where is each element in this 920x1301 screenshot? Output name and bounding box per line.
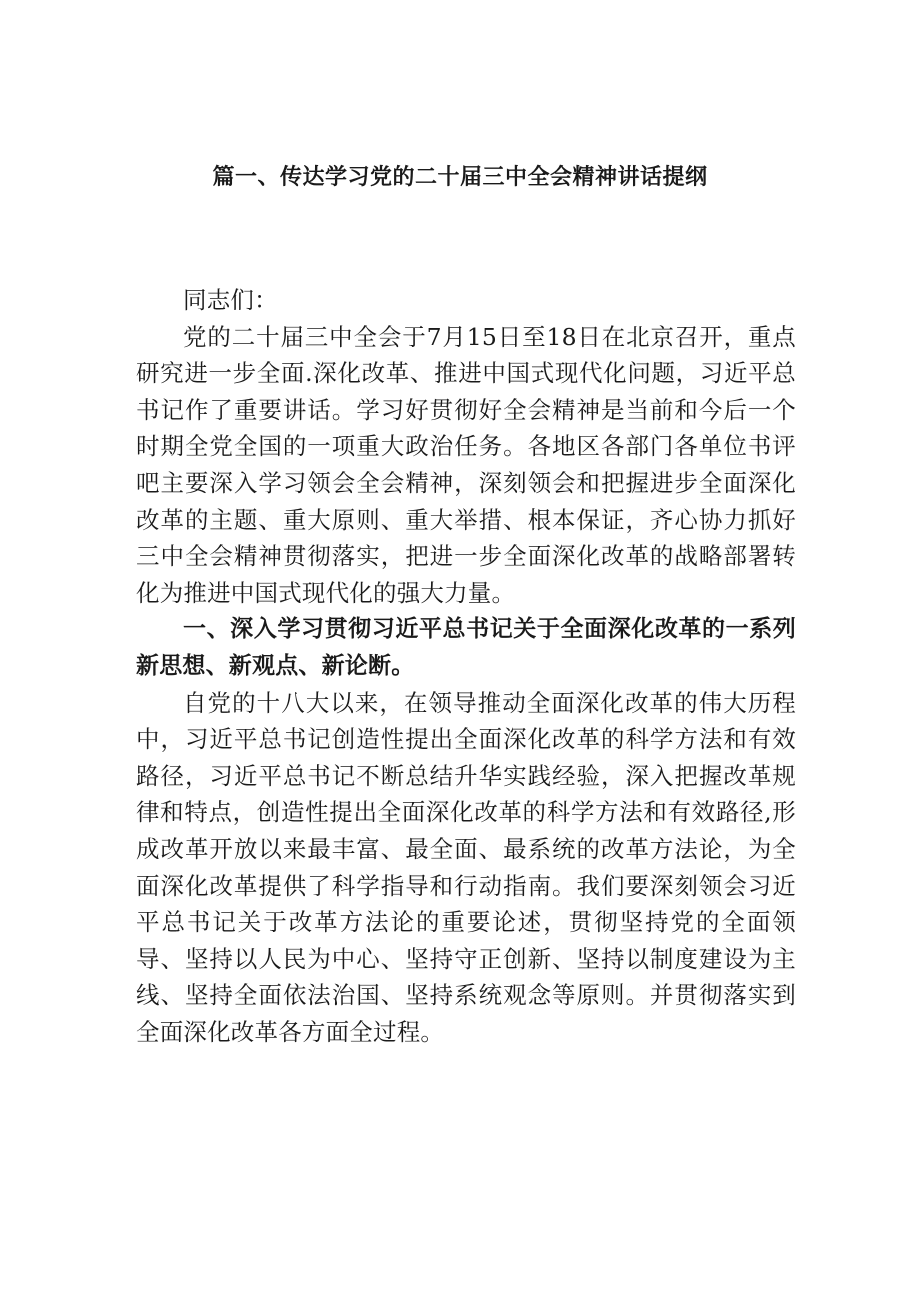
section-heading-1: 一、深入学习贯彻习近平总书记关于全面深化改革的一系列新思想、新观点、新论断。 bbox=[136, 616, 796, 679]
salutation: 同志们： bbox=[183, 286, 278, 314]
paragraph-section-1: 自党的十八大以来，在领导推动全面深化改革的伟大历程中，习近平总书记创造性提出全面深化改革的科学方法和有效路径，习近平总书记不断总结升华实践经验，深入把握改革规律和特点，创造性提出全面深化改革的科学方法和有效路径,形成改革开放以来最丰富、最全面、最系统的改革方法论，为全面深化改革提供了科学指导和行动指南。我们要深刻领会习近平总书记关于改革方法论的重要论述，贯彻坚持党的全面领导、坚持以人民为中心、坚持守正创新、坚持以制度建设为主线、坚持全面依法治国、坚持系统观念等原则。并贯彻落实到全面深化改革各方面全过程。 bbox=[136, 688, 796, 1046]
document-body bbox=[136, 282, 796, 1050]
document-title: 篇一、传达学习党的二十届三中全会精神讲话提纲 bbox=[212, 165, 708, 190]
paragraph-intro: 党的二十届三中全会于7月15日至18日在北京召开，重点研究进一步全面.深化改革、推进中国式现代化问题，习近平总书记作了重要讲话。学习好贯彻好全会精神是当前和今后一个时期全党全国的一项重大政治任务。各地区各部门各单位书评吧主要深入学习领会全会精神，深刻领会和把握进步全面深化改革的主题、重大原则、重大举措、根本保证，齐心协力抓好三中全会精神贯彻落实，把进一步全面深化改革的战略部署转化为推进中国式现代化的强大力量。 bbox=[136, 322, 796, 607]
